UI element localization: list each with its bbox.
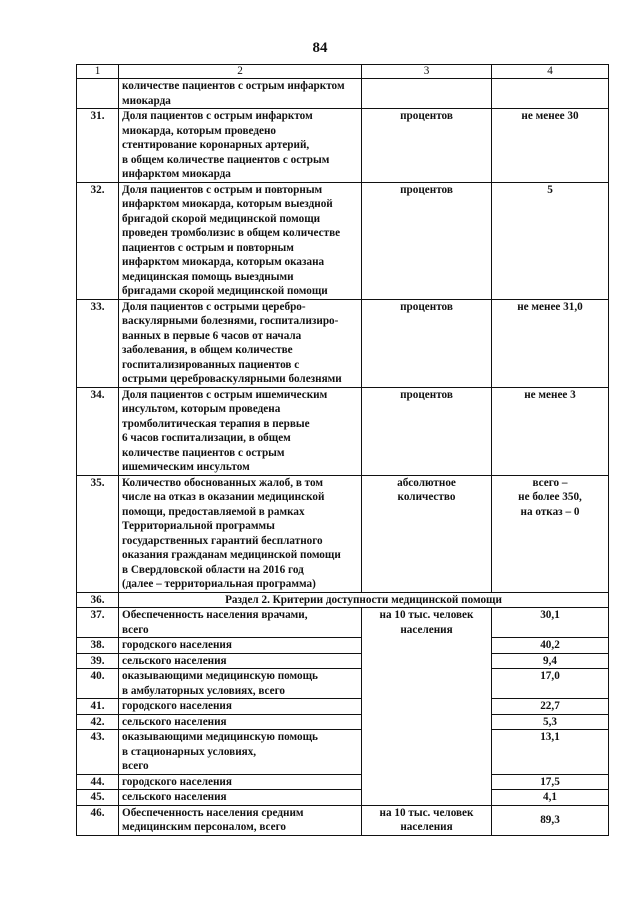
- row-value: 17,0: [492, 669, 609, 699]
- row-number: 45.: [77, 790, 119, 806]
- row-unit: процентов: [362, 299, 492, 387]
- row-number: 41.: [77, 699, 119, 715]
- row-number: 38.: [77, 638, 119, 654]
- row-description: Обеспеченность населения средним медицинским персоналом, всего: [119, 805, 362, 835]
- table-row: [77, 79, 609, 109]
- row-description: оказывающими медицинскую помощь в амбулаторных условиях, всего: [119, 669, 362, 699]
- row-number: 40.: [77, 669, 119, 699]
- row-description: Доля пациентов с острым ишемическим инсультом, которым проведена тромболитическая терапия в первые 6 часов госпитализации, в общем количестве пациентов с острым ишемическим инсультом: [119, 387, 362, 475]
- row-number: 37.: [77, 608, 119, 638]
- row-value: 17,5: [492, 774, 609, 790]
- row-description: сельского населения: [119, 653, 362, 669]
- row-unit: абсолютное количество: [362, 475, 492, 592]
- row-number: 32.: [77, 182, 119, 299]
- section-row: [77, 592, 609, 608]
- row-value: 9,4: [492, 653, 609, 669]
- header-col-2: 2: [119, 65, 362, 79]
- table-row: [77, 638, 609, 654]
- row-value: 30,1: [492, 608, 609, 638]
- row-unit: процентов: [362, 109, 492, 183]
- table-row: [77, 669, 609, 699]
- row-value: 4,1: [492, 790, 609, 806]
- row-number: 33.: [77, 299, 119, 387]
- row-description: Обеспеченность населения врачами, всего: [119, 608, 362, 638]
- row-description: Доля пациентов с острым и повторным инфарктом миокарда, которым выездной бригадой скорой медицинской помощи проведен тромболизис в общем количестве пациентов с острым и повторным инфарктом миокарда, которым оказана медицинская помощь выездными бригадами скорой медицинской помощи: [119, 182, 362, 299]
- table-row: [77, 730, 609, 775]
- row-number: 46.: [77, 805, 119, 835]
- row-value: 22,7: [492, 699, 609, 715]
- row-value: [492, 79, 609, 109]
- row-description: Доля пациентов с острым инфарктом миокарда, которым проведено стентирование коронарных артерий, в общем количестве пациентов с острым инфарктом миокарда: [119, 109, 362, 183]
- row-value: не менее 30: [492, 109, 609, 183]
- header-col-4: 4: [492, 65, 609, 79]
- row-value: 5: [492, 182, 609, 299]
- row-number: 36.: [77, 592, 119, 608]
- criteria-table: [76, 64, 609, 836]
- table-row: [77, 387, 609, 475]
- page-number: 84: [312, 40, 328, 56]
- row-number: 39.: [77, 653, 119, 669]
- row-number: 35.: [77, 475, 119, 592]
- row-unit: процентов: [362, 182, 492, 299]
- row-value: 13,1: [492, 730, 609, 775]
- unit-group-cell: на 10 тыс. человек населения: [362, 608, 492, 806]
- row-value: не менее 31,0: [492, 299, 609, 387]
- header-col-1: 1: [77, 65, 119, 79]
- row-description: оказывающими медицинскую помощь в стационарных условиях, всего: [119, 730, 362, 775]
- row-number: 43.: [77, 730, 119, 775]
- row-number: [77, 79, 119, 109]
- header-col-3: 3: [362, 65, 492, 79]
- table-row: [77, 805, 609, 835]
- row-value: не менее 3: [492, 387, 609, 475]
- row-description: Количество обоснованных жалоб, в том числе на отказ в оказании медицинской помощи, предоставляемой в рамках Территориальной программы государственных гарантий бесплатного оказания гражданам медицинской помощи в Свердловской области на 2016 год (далее – территориальная программа): [119, 475, 362, 592]
- row-number: 31.: [77, 109, 119, 183]
- row-number: 34.: [77, 387, 119, 475]
- row-value: 40,2: [492, 638, 609, 654]
- row-value: всего – не более 350, на отказ – 0: [492, 475, 609, 592]
- row-description: количестве пациентов с острым инфарктом миокарда: [119, 79, 362, 109]
- row-value: 89,3: [492, 805, 609, 835]
- row-unit: процентов: [362, 387, 492, 475]
- table-row: [77, 182, 609, 299]
- row-value: 5,3: [492, 714, 609, 730]
- row-description: сельского населения: [119, 790, 362, 806]
- row-unit: [362, 79, 492, 109]
- table-row: [77, 475, 609, 592]
- table-row: [77, 714, 609, 730]
- table-row: [77, 790, 609, 806]
- row-number: 44.: [77, 774, 119, 790]
- table-row: [77, 653, 609, 669]
- row-description: городского населения: [119, 638, 362, 654]
- row-unit: на 10 тыс. человек населения: [362, 805, 492, 835]
- row-description: городского населения: [119, 699, 362, 715]
- table-row: [77, 774, 609, 790]
- header-row: [77, 65, 609, 79]
- table-row: [77, 608, 609, 638]
- row-description: сельского населения: [119, 714, 362, 730]
- table-row: [77, 299, 609, 387]
- section-title: Раздел 2. Критерии доступности медицинской помощи: [119, 592, 609, 608]
- table-row: [77, 109, 609, 183]
- criteria-table-container: [76, 64, 608, 836]
- row-number: 42.: [77, 714, 119, 730]
- row-description: городского населения: [119, 774, 362, 790]
- table-row: [77, 699, 609, 715]
- row-description: Доля пациентов с острыми церебро- васкулярными болезнями, госпитализиро- ванных в первые 6 часов от начала заболевания, в общем количестве госпитализированных пациентов с острыми цереброваскулярными болезнями: [119, 299, 362, 387]
